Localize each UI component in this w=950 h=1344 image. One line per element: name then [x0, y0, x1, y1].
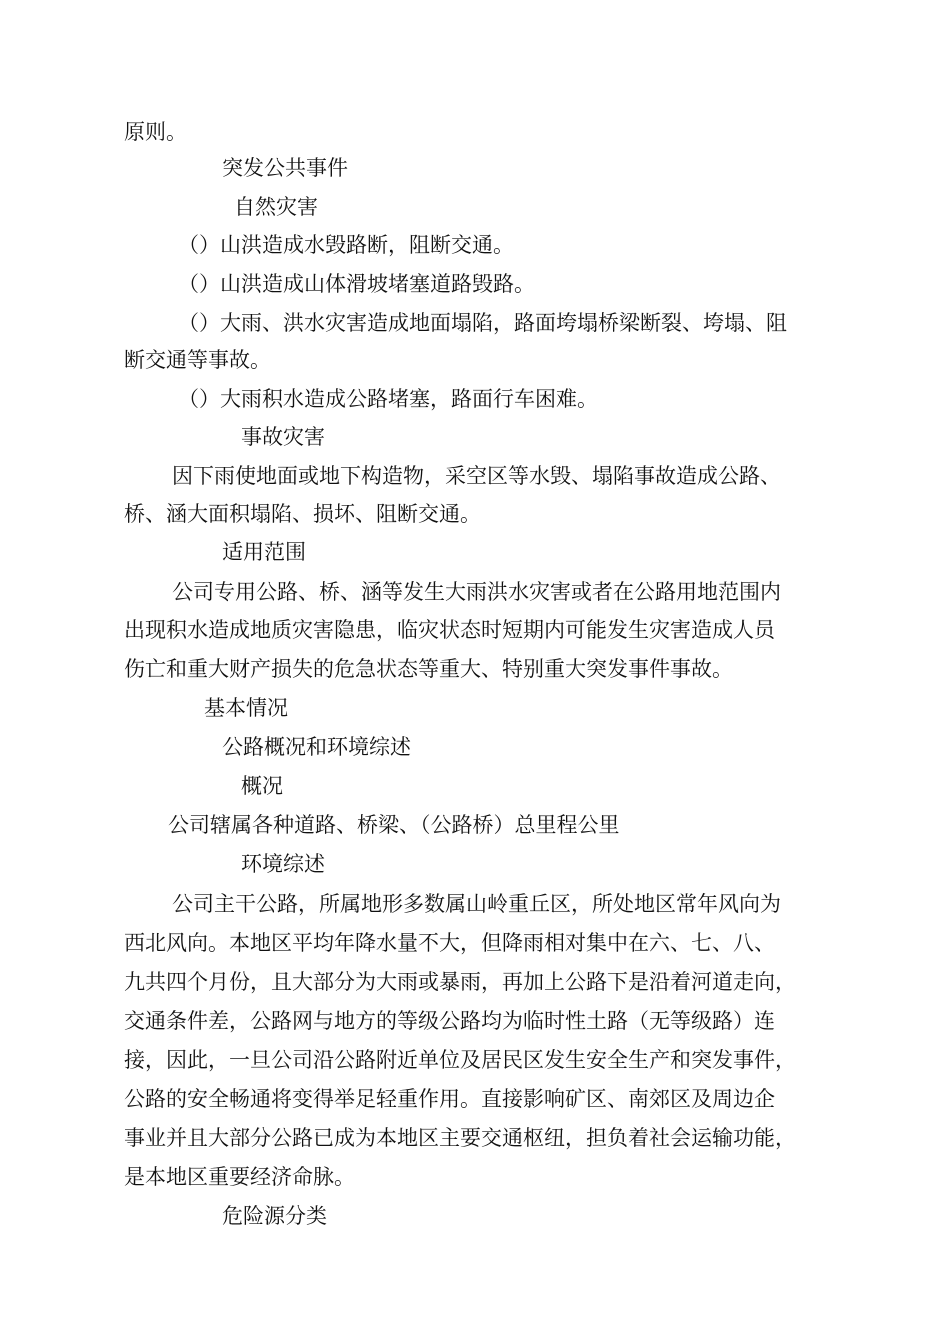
subsection-heading: 环境综述 [241, 852, 325, 876]
subsection-heading: 公路概况和环境综述 [222, 735, 411, 759]
section-heading: 危险源分类 [222, 1204, 327, 1228]
paragraph-line: 接，因此，一旦公司沿公路附近单位及居民区发生安全生产和突发事件， [124, 1048, 796, 1072]
paragraph-line: 出现积水造成地质灾害隐患，临灾状态时短期内可能发生灾害造成人员 [124, 618, 775, 642]
paragraph-line: 事业并且大部分公路已成为本地区主要交通枢纽，担负着社会运输功能， [124, 1126, 796, 1150]
paragraph-line: （）大雨积水造成公路堵塞，路面行车困难。 [178, 387, 598, 411]
paragraph-line: 公司辖属各种道路、桥梁、（公路桥）总里程公里 [168, 813, 620, 837]
paragraph-line: （）大雨、洪水灾害造成地面塌陷，路面垮塌桥梁断裂、垮塌、阻 [178, 311, 787, 335]
paragraph-line: 九共四个月份，且大部分为大雨或暴雨，再加上公路下是沿着河道走向， [124, 970, 796, 994]
paragraph-line: 交通条件差，公路网与地方的等级公路均为临时性土路（无等级路）连 [124, 1009, 775, 1033]
paragraph-line: 西北风向。本地区平均年降水量不大，但降雨相对集中在六、七、八、 [124, 931, 775, 955]
section-heading: 基本情况 [204, 696, 288, 720]
paragraph-line: （）山洪造成山体滑坡堵塞道路毁路。 [178, 272, 535, 296]
paragraph-line: 是本地区重要经济命脉。 [124, 1165, 355, 1189]
paragraph-line: （）山洪造成水毁路断，阻断交通。 [178, 233, 514, 257]
paragraph-line: 公路的安全畅通将变得举足轻重作用。直接影响矿区、南郊区及周边企 [124, 1087, 775, 1111]
paragraph-line: 公司专用公路、桥、涵等发生大雨洪水灾害或者在公路用地范围内 [172, 580, 781, 604]
paragraph-line: 原则。 [124, 120, 187, 144]
paragraph-line: 因下雨使地面或地下构造物，采空区等水毁、塌陷事故造成公路、 [172, 464, 781, 488]
paragraph-line: 公司主干公路，所属地形多数属山岭重丘区，所处地区常年风向为 [172, 892, 781, 916]
section-heading: 适用范围 [222, 540, 306, 564]
paragraph-line: 桥、涵大面积塌陷、损坏、阻断交通。 [124, 502, 481, 526]
paragraph-line: 伤亡和重大财产损失的危急状态等重大、特别重大突发事件事故。 [124, 657, 733, 681]
paragraph-line: 断交通等事故。 [124, 348, 271, 372]
section-heading: 突发公共事件 [222, 156, 348, 180]
subsection-heading: 概况 [241, 774, 283, 798]
subsection-heading: 事故灾害 [241, 425, 325, 449]
subsection-heading: 自然灾害 [234, 195, 318, 219]
